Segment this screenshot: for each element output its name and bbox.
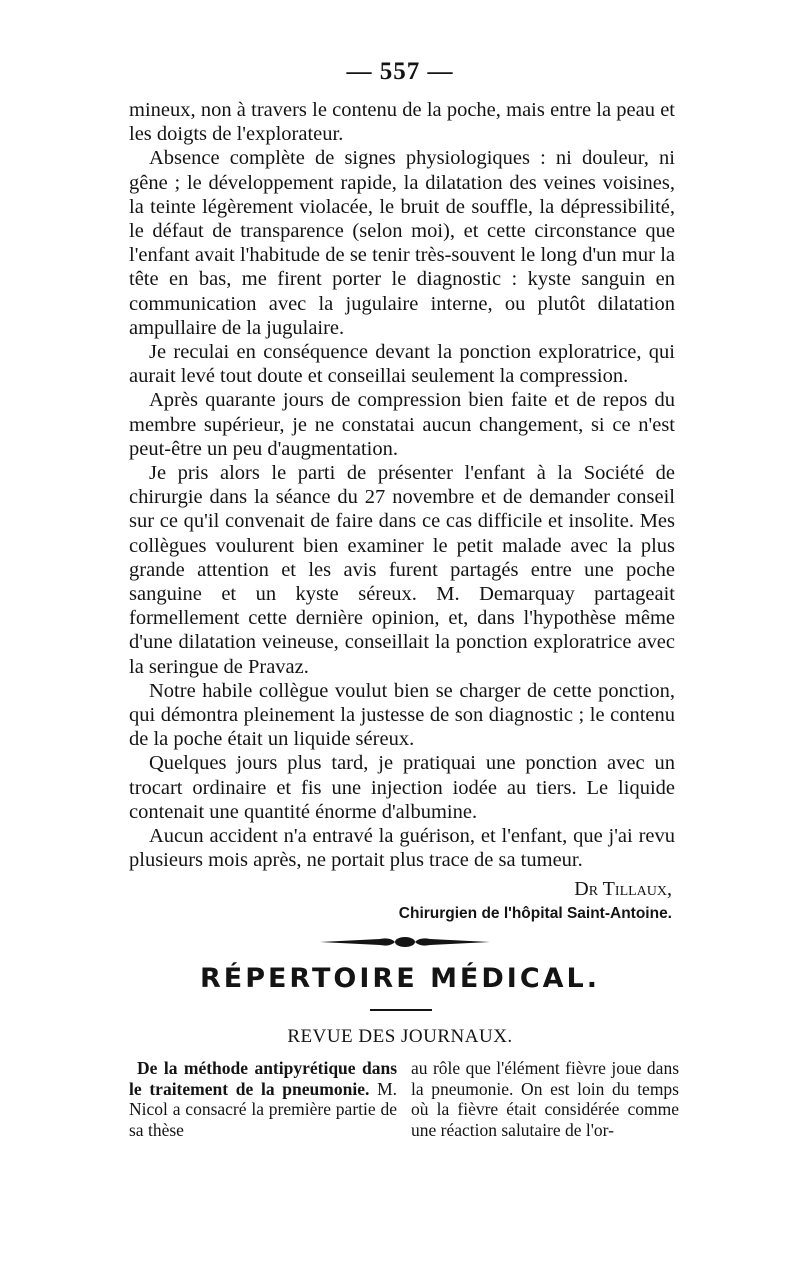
article-title: De la méthode antipyrétique dans le traitement de la pneumonie. xyxy=(129,1058,397,1099)
paragraph: Après quarante jours de compression bien faite et de repos du membre supérieur, je ne constatai aucun changement, si ce n'est peut-être un peu d'augmentation. xyxy=(129,389,675,460)
article-paragraph xyxy=(129,1058,397,1140)
paragraph: Je reculai en conséquence devant la ponction exploratrice, qui aurait levé tout doute et conseillai seulement la compression. xyxy=(129,341,675,388)
page-number: — 557 — xyxy=(346,58,454,85)
paragraph: Quelques jours plus tard, je pratiquai une ponction avec un trocart ordinaire et fis une injection iodée au tiers. Le liquide contenait une quantité énorme d'albumine. xyxy=(129,752,675,823)
section-heading: RÉPERTOIRE MÉDICAL. xyxy=(199,963,601,994)
signature-title: Chirurgien de l'hôpital Saint-Antoine. xyxy=(398,905,672,922)
signature-name: Dr Tillaux, xyxy=(574,878,672,900)
paragraph: Je pris alors le parti de présenter l'enfant à la Société de chirurgie dans la séance du 27 novembre et de demander conseil sur ce qu'il convenait de faire dans ce cas difficile et insolite. Mes collègues voulurent bien examiner le petit malade avec la plus grande attention et les avis furent partagés entre une poche sanguine et un kyste séreux. M. Demarquay partageait formellement cette dernière opinion, et, dans l'hypothèse même d'une dilatation veineuse, conseillait la ponction exploratrice avec la seringue de Pravaz. xyxy=(129,462,675,678)
ornament-divider xyxy=(320,935,490,949)
column-left xyxy=(129,1058,397,1140)
article-text-right: au rôle que l'élément fièvre joue dans la pneumonie. On est loin du temps où la fièvre était considérée comme une réaction salutaire de l'or- xyxy=(411,1058,679,1140)
heading-rule xyxy=(370,1009,432,1011)
body-text xyxy=(129,98,675,873)
paragraph: Aucun accident n'a entravé la guérison, et l'enfant, que j'ai revu plusieurs mois après, ne portait plus trace de sa tumeur. xyxy=(129,825,675,872)
paragraph-continued: mineux, non à travers le contenu de la poche, mais entre la peau et les doigts de l'explorateur. xyxy=(129,99,675,146)
paragraph: Notre habile collègue voulut bien se charger de cette ponction, qui démontra pleinement la justesse de son diagnostic ; le contenu de la poche était un liquide séreux. xyxy=(129,679,675,751)
column-right xyxy=(411,1058,679,1140)
paragraph: Absence complète de signes physiologiques : ni douleur, ni gêne ; le développement rapide, la dilatation des veines voisines, la teinte légèrement violacée, le bruit de souffle, la dépressibilité, le défaut de transparence (selon moi), et cette circonstance que l'enfant avait l'habitude de se tenir très-souvent le long d'un mur la tête en bas, me firent porter le diagnostic : kyste sanguin en communication avec la jugulaire interne, ou plutôt dilatation ampullaire de la jugulaire. xyxy=(129,147,675,339)
subheading: REVUE DES JOURNAUX. xyxy=(287,1026,513,1047)
article-text-left: M. Nicol a consacré la première partie de sa thèse xyxy=(129,1078,397,1140)
